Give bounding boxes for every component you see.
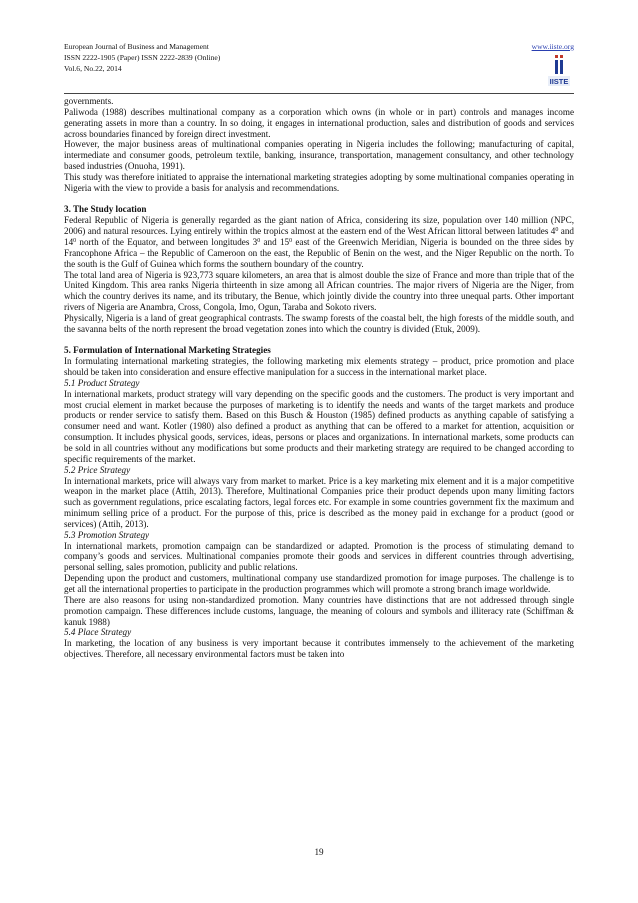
page-number: 19	[314, 847, 324, 857]
section-heading: 3. The Study location	[64, 204, 147, 215]
logo-text: IISTE	[549, 77, 569, 86]
page-header	[64, 42, 574, 94]
paragraph: governments.	[64, 96, 114, 106]
subsection-heading: 5.1 Product Strategy	[64, 377, 140, 388]
paragraph: Physically, Nigeria is a land of great geographical contrasts. The swamp forests of the coastal belt, the high forests of the middle south, and the savanna belts of the north represent the broad vegetation zones into which the country is divided (Etuk, 2009).	[64, 312, 574, 334]
subsection-heading: 5.2 Price Strategy	[64, 464, 131, 475]
iiste-logo-icon	[546, 55, 572, 88]
paragraph: In formulating international marketing strategies, the following marketing mix elements strategy – product, price promotion and place should be taken into consideration and ensure effective manipulation for a success in the international market place.	[64, 356, 574, 378]
article-body	[64, 96, 574, 660]
paragraph: In marketing, the location of any business is very important because it contributes immensely to the achievement of the marketing objectives. Therefore, all necessary environmental factors must be taken into	[64, 638, 574, 660]
header-rule	[64, 93, 574, 94]
journal-url-link[interactable]: www.iiste.org	[531, 42, 574, 51]
paragraph: Depending upon the product and customers, multinational company use standardized promotion for image purposes. The challenge is to get all the international properties to participate in the production programmes which will promote a strong branch image worldwide.	[64, 573, 574, 594]
paragraph: The total land area of Nigeria is 923,773 square kilometers, an area that is almost double the size of France and more than triple that of the United Kingdom. This area ranks Nigeria thirteenth in size among all African countries. The major rivers of Nigeria are the Niger, from which the country derives its name, and its tributary, the Benue, which jointly divide the country into three unequal parts. Other important rivers of Nigeria are Anambra, Cross, Congola, Imo, Ogun, Taraba and Sokoto rivers.	[64, 269, 574, 313]
paragraph: In international markets, price will always vary from market to market. Price is a key marketing mix element and it is a major competitive weapon in the market place (Attih, 2013). Therefore, Multinational Companies price their product depends upon many limiting factors such as government regulations, price escalating factors, legal forces etc. For example in some countries government fix the maximum and minimum selling price of a product. For the purpose of this, price is described as the money paid in exchange for a product (good or services) (Attih, 2013).	[64, 475, 574, 529]
journal-title: European Journal of Business and Management	[64, 42, 209, 51]
issn-line: ISSN 2222-1905 (Paper) ISSN 2222-2839 (Online)	[64, 52, 221, 62]
paragraph: There are also reasons for using non-standardized promotion. Many countries have distinctions that are not addressed through single promotion campaign. These differences include customs, language, the meaning of colours and symbols and illiteracy rate (Schiffman & kanuk 1988)	[64, 594, 574, 627]
paragraph: However, the major business areas of multinational companies operating in Nigeria includes the following; manufacturing of capital, intermediate and consumer goods, petroleum textile, banking, insurance, transportation, management consultancy, and other technology based industries (Onuoha, 1991).	[64, 139, 574, 172]
subsection-heading: 5.4 Place Strategy	[64, 627, 132, 638]
paragraph: Federal Republic of Nigeria is generally regarded as the giant nation of Africa, considering its size, population over 140 million (NPC, 2006) and natural resources. Lying entirely within the tropics almost at the eastern end of the West African littoral between latitudes $4^0$ and $14^0$ north of the Equator, and between longitudes $3^0$ and $15^0$ east of the Greenwich Meridian, Nigeria is bounded on the three sides by Francophone Africa – the Republic of Cameroon on the east, the Republic of Benin on the west, and the Niger Republic on the north. To the south is the Gulf of Guinea which forms the southern boundary of the country.	[64, 215, 574, 269]
section-heading: 5. Formulation of International Marketing Strategies	[64, 345, 271, 356]
volume-line: Vol.6, No.22, 2014	[64, 63, 122, 73]
paragraph: This study was therefore initiated to appraise the international marketing strategies adopting by some multinational companies operating in Nigeria with the view to provide a basis for analysis and recommendations.	[64, 171, 574, 193]
subsection-heading: 5.3 Promotion Strategy	[64, 529, 150, 540]
paragraph: In international markets, product strategy will vary depending on the specific goods and the customers. The product is very important and most crucial element in market because the purposes of marketing is to identify the needs and wants of the target markets and produce products or render service to satisfy them. Based on this Busch & Houston (1985) defined products as anything capable of satisfying a consumer need and want. Kotler (1980) also defined a product as anything that can be offered to a market for attention, acquisition or consumption. It includes physical goods, services, ideas, persons or places and organizations. In international markets, some products can be sold in all countries without any modifications but some products and their marketing strategy are required to be changed according to specific requirements of the market.	[64, 388, 574, 464]
paragraph: Paliwoda (1988) describes multinational company as a corporation which owns (in whole or in part) controls and manages income generating assets in more than a country. In so doing, it engages in international production, sales and distribution of goods and services across boundaries financed by foreign direct investment.	[64, 106, 574, 139]
paragraph: In international markets, promotion campaign can be standardized or adapted. Promotion is the process of stimulating demand to company’s goods and services. Multinational companies promote their goods and services in different countries through advertising, personal selling, sales promotion, publicity and public relations.	[64, 540, 574, 573]
